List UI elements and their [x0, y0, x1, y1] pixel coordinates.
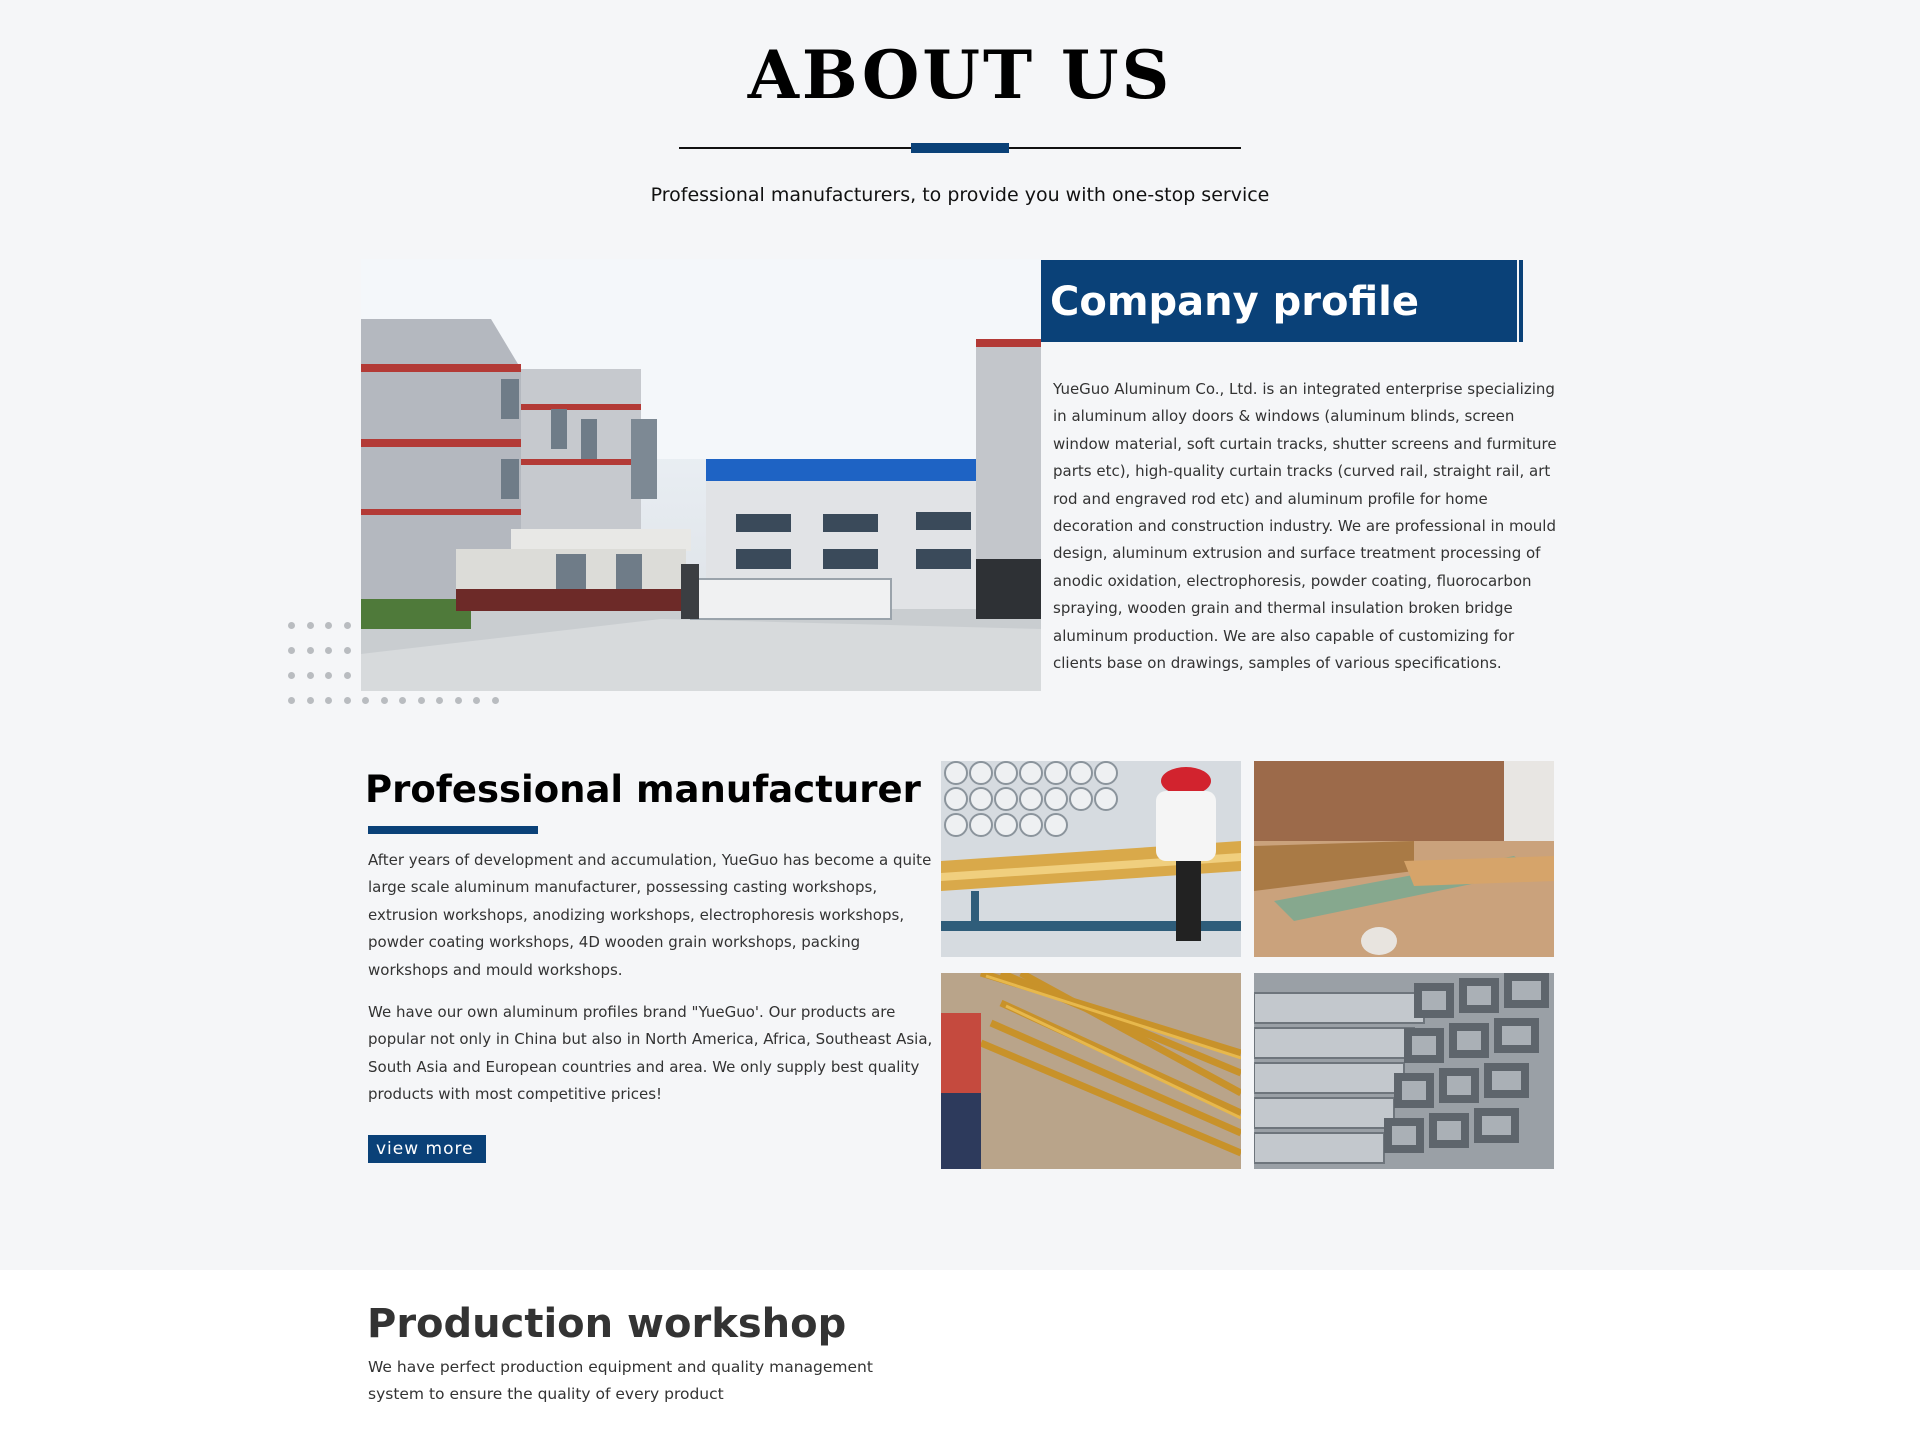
- decorative-dot: [325, 622, 332, 629]
- decorative-dot: [344, 647, 351, 654]
- decorative-dot: [455, 697, 462, 704]
- decorative-dot: [307, 622, 314, 629]
- decorative-dot: [307, 672, 314, 679]
- decorative-dot: [436, 697, 443, 704]
- decorative-dot: [288, 672, 295, 679]
- decorative-dot: [288, 647, 295, 654]
- aluminum-profile-stack-photo: [1254, 973, 1554, 1169]
- decorative-dot: [288, 622, 295, 629]
- production-workshop-text: We have perfect production equipment and quality management system to ensure the quality of every product: [368, 1358, 873, 1404]
- worker-packing-profiles-photo: [941, 761, 1241, 957]
- banner-gap: [1517, 260, 1519, 342]
- decorative-dot: [381, 697, 388, 704]
- production-workshop-section: [0, 1270, 1920, 1429]
- decorative-dot: [344, 672, 351, 679]
- about-us-subtitle: Professional manufacturers, to provide you with one-stop service: [650, 184, 1270, 206]
- title-divider-accent: [911, 143, 1009, 153]
- decorative-dot: [325, 672, 332, 679]
- production-workshop-title: Production workshop: [367, 1301, 847, 1347]
- decorative-dot: [362, 697, 369, 704]
- manufacturer-paragraph-2: We have our own aluminum profiles brand "YueGuo'. Our products are popular not only in China but also in North America, Africa, Southeast Asia, South Asia and European countries and area. We only supply best quality products with most competitive prices!: [368, 1003, 933, 1104]
- warehouse-profiles-photo: [1254, 761, 1554, 957]
- decorative-dot: [307, 697, 314, 704]
- company-profile-text: YueGuo Aluminum Co., Ltd. is an integrated enterprise specializing in aluminum alloy doors & windows (aluminum blinds, screen window material, soft curtain tracks, shutter screens and furmiture parts etc), high-quality curtain tracks (curved rail, straight rail, art rod and engraved rod etc) and aluminum profile for home decoration and construction industry. We are professional in mould design, aluminum extrusion and surface treatment processing of anodic oxidation, electrophoresis, powder coating, fluorocarbon spraying, wooden grain and thermal insulation broken bridge aluminum production. We are also capable of customizing for clients base on drawings, samples of various specifications.: [1053, 380, 1557, 673]
- manufacturer-paragraph-1: After years of development and accumulation, YueGuo has become a quite large scale aluminum manufacturer, possessing casting workshops, extrusion workshops, anodizing workshops, electrophoresis workshops, powder coating workshops, 4D wooden grain workshops, packing workshops and mould workshops.: [368, 851, 932, 979]
- decorative-dot: [325, 647, 332, 654]
- professional-manufacturer-title: Professional manufacturer: [365, 768, 921, 811]
- decorative-dot: [344, 697, 351, 704]
- decorative-dot: [325, 697, 332, 704]
- about-us-title: ABOUT US: [747, 36, 1173, 114]
- decorative-dot: [288, 697, 295, 704]
- banner-edge: [1520, 260, 1523, 342]
- decorative-dot: [492, 697, 499, 704]
- factory-building-photo: [361, 259, 1041, 691]
- decorative-dot: [344, 622, 351, 629]
- decorative-dot: [473, 697, 480, 704]
- company-profile-title: Company profile: [1050, 279, 1419, 325]
- decorative-dot: [418, 697, 425, 704]
- section-underline: [368, 826, 538, 834]
- view-more-button[interactable]: view more: [368, 1135, 486, 1163]
- decorative-dot: [399, 697, 406, 704]
- decorative-dot: [307, 647, 314, 654]
- wood-grain-profiles-photo: [941, 973, 1241, 1169]
